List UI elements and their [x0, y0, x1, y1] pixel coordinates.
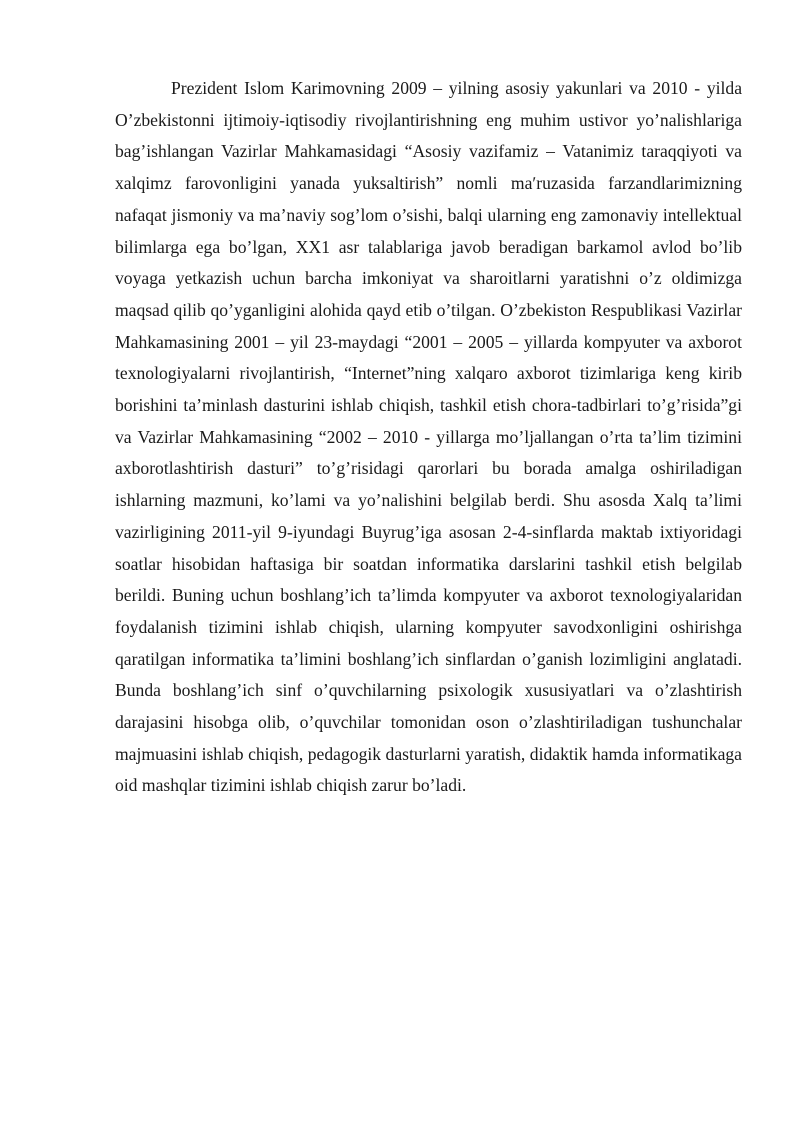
body-paragraph: Prezident Islom Karimovning 2009 – yilning asosiy yakunlari va 2010 - yilda O’zbekistonni ijtimoiy-iqtisodiy rivojlantirishning eng muhim ustivor yo’nalishlariga bag’ishlangan Vazirlar Mahkamasidagi “Asosiy vazifamiz – Vatanimiz taraqqiyoti va xalqimz farovonligini yanada yuksaltirish” nomli maʹruzasida farzandlarimizning nafaqat jismoniy va ma’naviy sog’lom o’sishi, balqi ularning eng zamonaviy intellektual bilimlarga ega bo’lgan, XX1 asr talablariga javob beradigan barkamol avlod bo’lib voyaga yetkazish uchun barcha imkoniyat va sharoitlarni yaratishni o’z oldimizga maqsad qilib qo’yganligini alohida qayd etib o’tilgan. O’zbekiston Respublikasi Vazirlar Mahkamasining 2001 – yil 23-maydagi “2001 – 2005 – yillarda kompyuter va axborot texnologiyalarni rivojlantirish, “Internet”ning xalqaro axborot tizimlariga keng kirib borishini ta’minlash dasturini ishlab chiqish, tashkil etish chora-tadbirlari to’g’risida”gi va Vazirlar Mahkamasining “2002 – 2010 - yillarga mo’ljallangan o’rta ta’lim tizimini axborotlashtirish dasturi” to’g’risidagi qarorlari bu borada amalga oshiriladigan ishlarning mazmuni, ko’lami va yo’nalishini belgilab berdi. Shu asosda Xalq ta’limi vazirligining 2011-yil 9-iyundagi Buyrug’iga asosan 2-4-sinflarda maktab ixtiyoridagi soatlar hisobidan haftasiga bir soatdan informatika darslarini tashkil etish belgilab berildi. Buning uchun boshlang’ich ta’limda kompyuter va axborot texnologiyalaridan foydalanish tizimini ishlab chiqish, ularning kompyuter savodxonligini oshirishga qaratilgan informatika ta’limini boshlang’ich sinflardan o’ganish lozimligini anglatadi. Bunda boshlang’ich sinf o’quvchilarning psixologik xususiyatlari va o’zlashtirish darajasini hisobga olib, o’quvchilar tomonidan oson o’zlashtiriladigan tushunchalar majmuasini ishlab chiqish, pedagogik dasturlarni yaratish, didaktik hamda informatikaga oid mashqlar tizimini ishlab chiqish zarur bo’ladi.: [115, 78, 742, 796]
